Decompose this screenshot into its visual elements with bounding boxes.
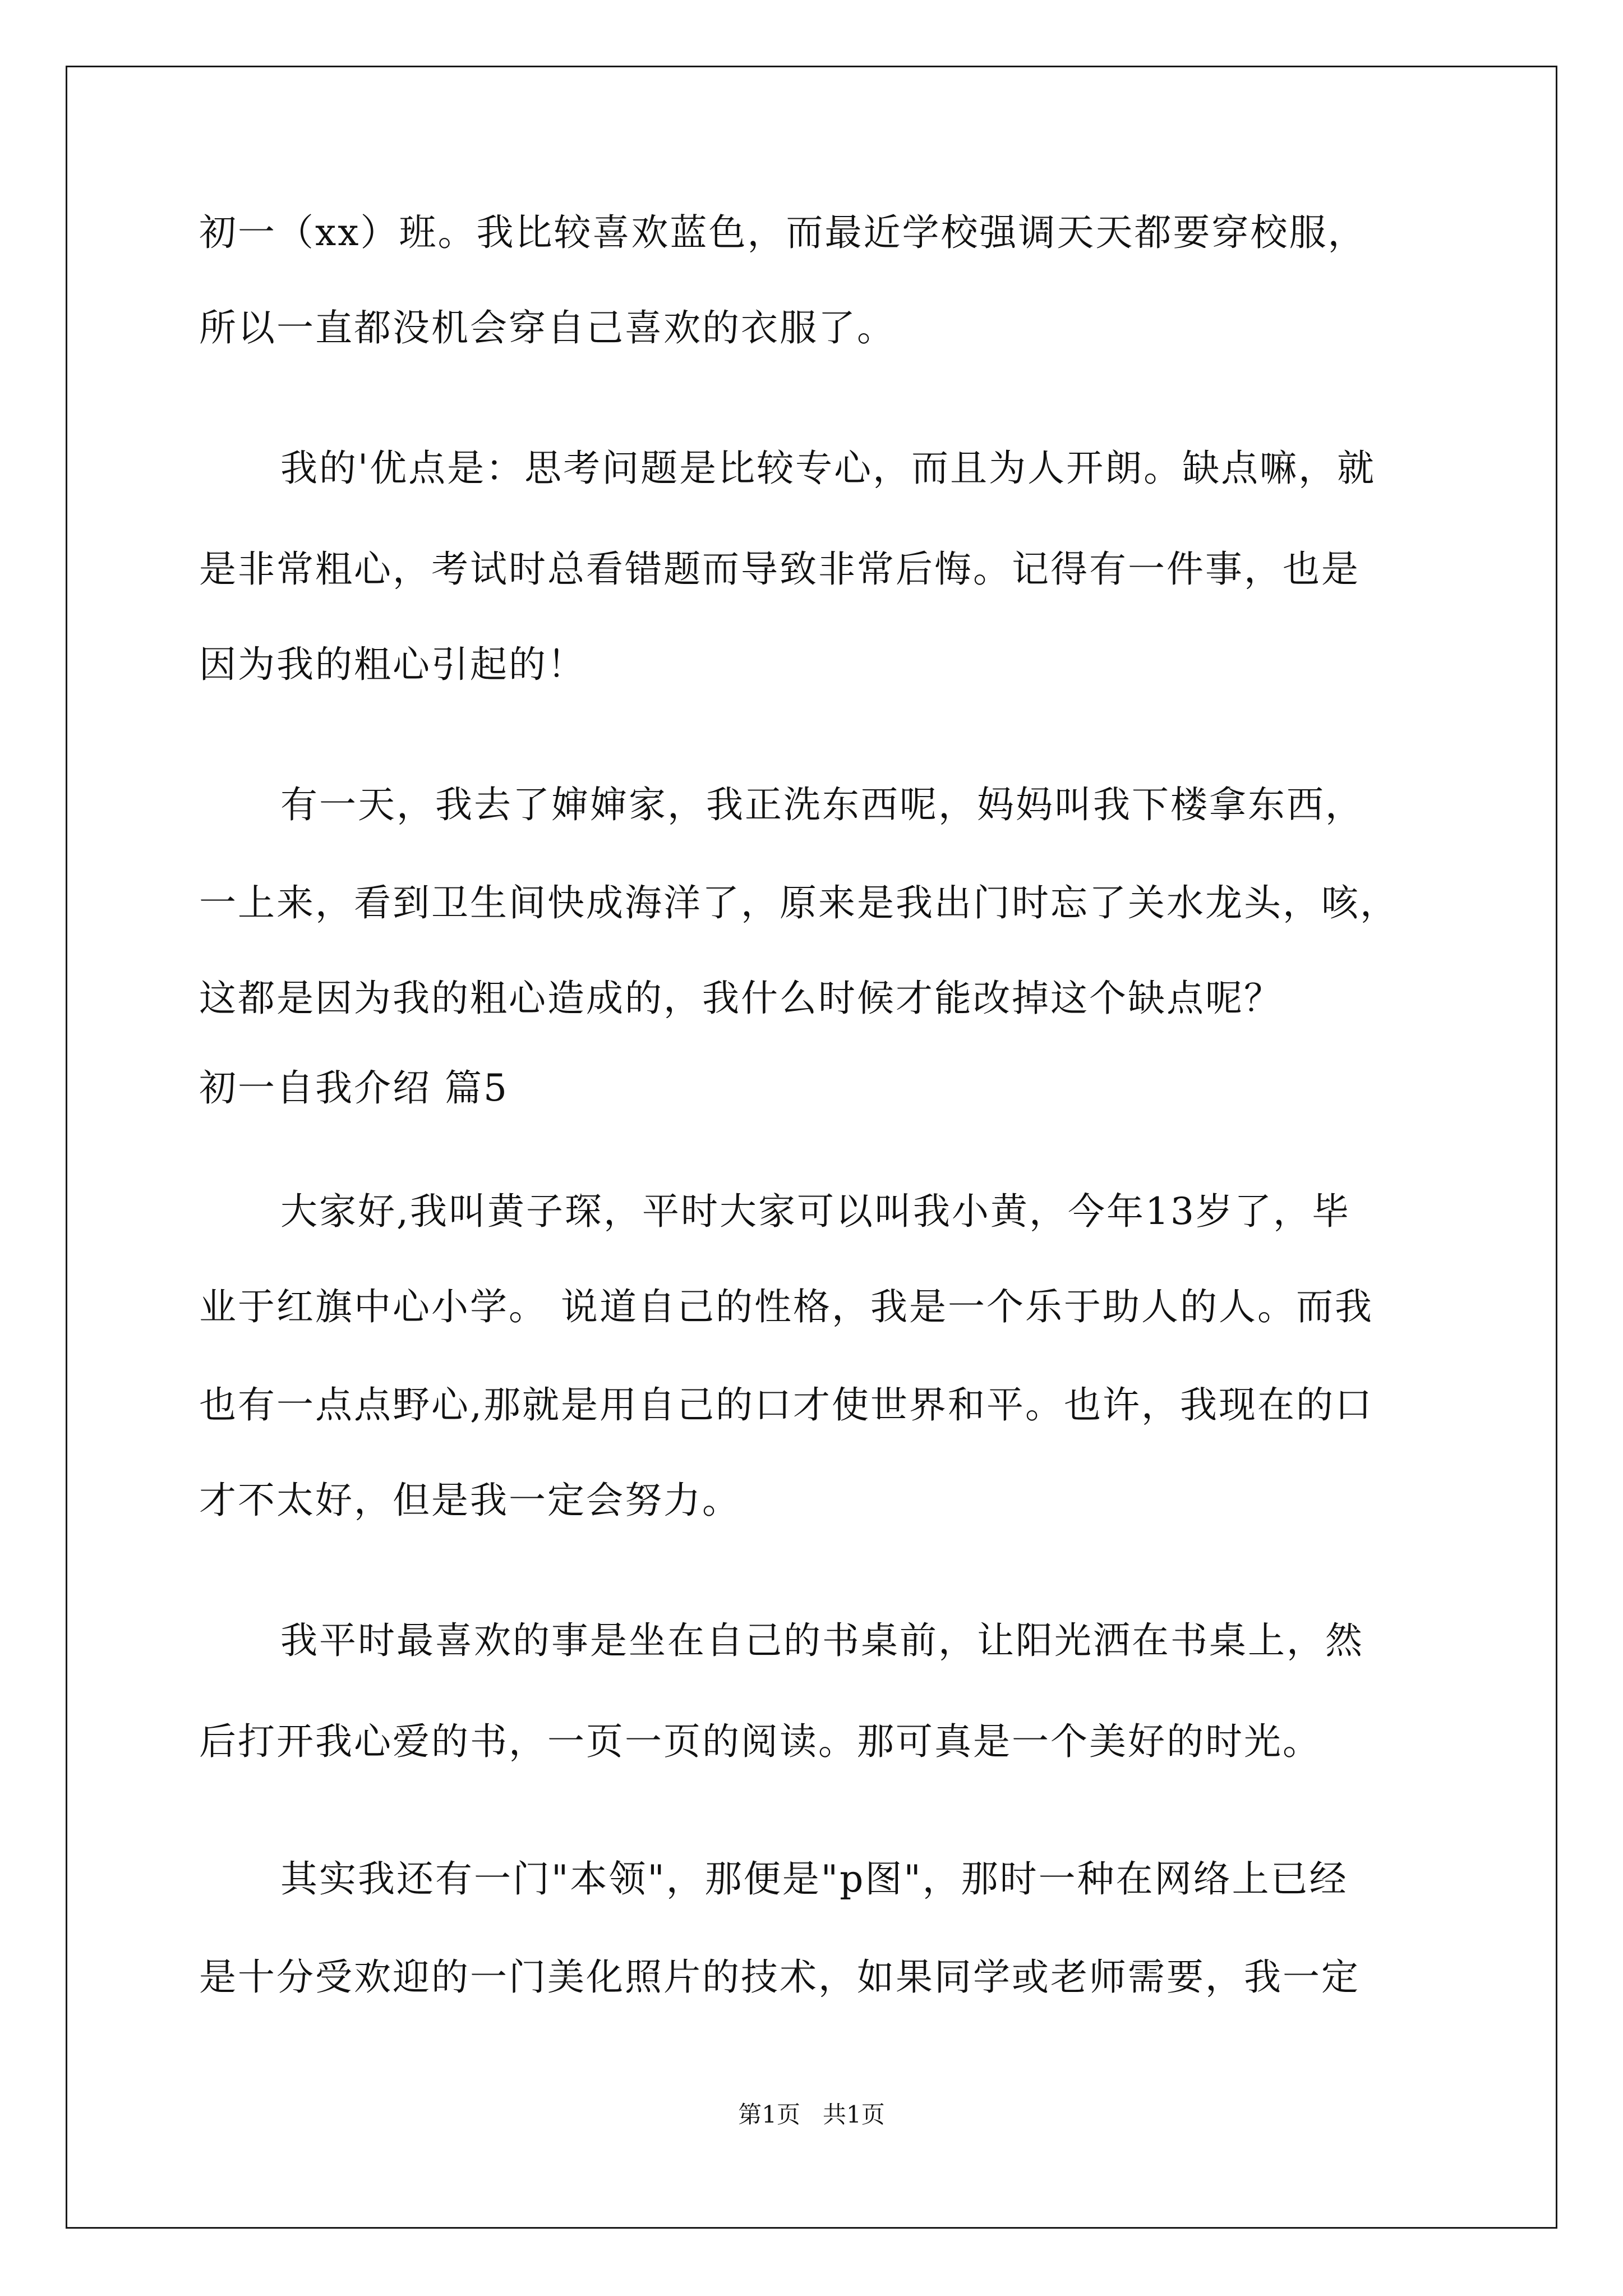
text-line: 业于红旗中心小学。 说道自己的性格，我是一个乐于助人的人。而我 (199, 1285, 1373, 1328)
text-line: 才不太好，但是我一定会努力。 (199, 1479, 741, 1522)
text-line: 因为我的粗心引起的！ (199, 643, 586, 686)
text-line: 有一天，我去了婶婶家，我正洗东西呢，妈妈叫我下楼拿东西， (280, 783, 1364, 826)
text-line: 所以一直都没机会穿自己喜欢的衣服了。 (199, 306, 896, 349)
text-line: 其实我还有一门"本领"，那便是"p图"，那时一种在网络上已经 (280, 1857, 1348, 1901)
page-footer: 第1页 共1页 (738, 2101, 885, 2128)
text-line: 是十分受欢迎的一门美化照片的技术，如果同学或老师需要，我一定 (199, 1955, 1360, 1999)
text-line: 后打开我心爱的书，一页一页的阅读。那可真是一个美好的时光。 (199, 1720, 1321, 1763)
text-line: 初一（xx）班。我比较喜欢蓝色，而最近学校强调天天都要穿校服， (199, 211, 1367, 254)
text-line: 大家好,我叫黄子琛，平时大家可以叫我小黄，今年13岁了，毕 (280, 1190, 1350, 1233)
text-line: 我的'优点是：思考问题是比较专心，而且为人开朗。缺点嘛，就 (280, 447, 1376, 490)
text-line: 一上来，看到卫生间快成海洋了，原来是我出门时忘了关水龙头，咳， (199, 881, 1399, 924)
text-line: 是非常粗心，考试时总看错题而导致非常后悔。记得有一件事，也是 (199, 547, 1360, 591)
text-line: 这都是因为我的粗心造成的，我什么时候才能改掉这个缺点呢？ (199, 977, 1283, 1020)
section-heading: 初一自我介绍 篇5 (199, 1066, 509, 1110)
text-line: 也有一点点野心,那就是用自己的口才使世界和平。也许，我现在的口 (199, 1383, 1373, 1427)
text-line: 我平时最喜欢的事是坐在自己的书桌前，让阳光洒在书桌上，然 (280, 1619, 1364, 1662)
